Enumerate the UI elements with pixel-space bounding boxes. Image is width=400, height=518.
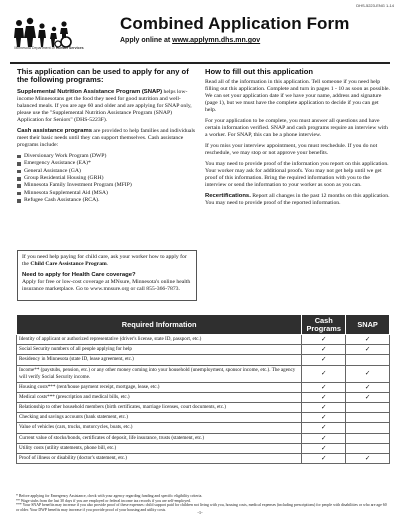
checkmark-icon: ✓ [321, 423, 327, 432]
requirement-cell: Value of vehicles (cars, trucks, motorcycles, boats, etc.) [17, 423, 302, 433]
apply-online-line: Apply online at www.applymn.dhs.mn.gov [120, 37, 261, 44]
checkmark-icon: ✓ [364, 369, 371, 378]
apply-online-link[interactable]: www.applymn.dhs.mn.gov [172, 37, 261, 44]
requirement-cell: Relationship to other household members (birth certificates, marriage licenses, court documents, etc.) [17, 402, 302, 412]
header-required-info: Required Information [17, 315, 302, 335]
instructions-para-1: Read all of the information in this application. Tell someone if you need help filling out this application. Complete and turn in pages 1 - 10 as soon as possible. We can set your application date if we have your name, address and signature (page 1), but we must have the complete application to decide if you can get help. [205, 79, 390, 114]
checkmark-icon: ✓ [364, 453, 371, 462]
checkmark-icon: ✓ [321, 413, 327, 422]
snap-check-cell [346, 453, 390, 463]
table-row [17, 402, 390, 412]
table-row [17, 382, 390, 392]
programs-heading: This application can be used to apply for any of the following programs: [17, 67, 189, 85]
table-row [17, 433, 390, 443]
snap-check-cell [346, 392, 390, 402]
instructions-para-2: For your application to be complete, you must answer all questions and have certain information verified. SNAP and cash programs require an interview with a worker. For SNAP, this can be a phone interview. [205, 118, 388, 139]
requirement-cell: Identity of applicant or authorized representative (driver's license, state ID, passport, etc.) [17, 335, 302, 345]
list-item: Diversionary Work Program (DWP) [17, 153, 197, 160]
checkmark-icon: ✓ [364, 345, 371, 354]
checkmark-icon: ✓ [321, 403, 327, 412]
cash-check-cell [302, 392, 346, 402]
checkmark-icon: ✓ [364, 335, 371, 344]
table-row [17, 453, 390, 463]
requirement-cell: Proof of illness or disability (doctor's statement, etc.) [17, 453, 302, 463]
recert-title: Recertifications. [205, 193, 251, 200]
form-number: DHS-5223-ENG 1-14 [356, 3, 394, 8]
required-info-table [16, 314, 390, 464]
cash-check-cell [302, 382, 346, 392]
snap-check-cell [346, 443, 390, 453]
header-snap: SNAP [346, 315, 390, 335]
cash-check-cell [302, 453, 346, 463]
requirement-cell: Income** (paystubs, pension, etc.) or any other money coming into your household (unemployment, sponsor income, etc.). The agency will verify Social Security income. [17, 365, 302, 382]
child-care-note: If you need help paying for child care, ask your worker how to apply for the Child Care Assistance Program. [22, 254, 187, 267]
requirement-cell: Checking and savings accounts (bank statement, etc.) [17, 413, 302, 423]
snap-check-cell [346, 433, 390, 443]
snap-check-cell [346, 365, 390, 382]
cash-check-cell [302, 365, 346, 382]
cash-check-cell [302, 423, 346, 433]
requirement-cell: Medical costs*** (prescription and medical bills, etc.) [17, 392, 302, 402]
header-divider [10, 62, 390, 64]
checkmark-icon: ✓ [321, 355, 327, 364]
requirement-cell: Housing costs*** (rent/house payment receipt, mortgage, lease, etc.) [17, 382, 302, 392]
table-row [17, 392, 390, 402]
table-row [17, 423, 390, 433]
table-row [17, 413, 390, 423]
checkmark-icon: ✓ [321, 443, 327, 452]
cash-title: Cash assistance programs [17, 127, 92, 134]
snap-check-cell [346, 423, 390, 433]
requirement-cell: Utility costs (utility statements, phone bill, etc.) [17, 443, 302, 453]
requirement-cell: Social Security numbers of all people applying for help [17, 345, 302, 355]
checkmark-icon: ✓ [364, 382, 371, 391]
right-column [205, 68, 391, 211]
cash-check-cell [302, 443, 346, 453]
checkmark-icon: ✓ [321, 335, 327, 344]
instructions-para-3: If you miss your interview appointment, you must reschedule. If you do not reschedule, we may stop or not approve your benefits. [205, 143, 378, 157]
table-row [17, 443, 390, 453]
checkmark-icon: ✓ [364, 392, 371, 401]
form-header [10, 10, 392, 58]
snap-check-cell [346, 382, 390, 392]
page-number: -1- [197, 510, 203, 515]
child-care-program-name: Child Care Assistance Program [30, 261, 107, 267]
list-item: Group Residential Housing (GRH) [17, 175, 197, 182]
footnote: * Before applying for Emergency Assistance, check with your agency regarding funding and specific eligibility criteria. [16, 494, 203, 498]
recert-body: Report all changes in the past 12 months on this application. You may need to provide proof of the reported information. [205, 193, 390, 207]
table-row [17, 355, 390, 365]
snap-check-cell [346, 402, 390, 412]
program-list [17, 153, 197, 205]
checkmark-icon: ✓ [321, 345, 327, 354]
cash-check-cell [302, 355, 346, 365]
snap-check-cell [346, 335, 390, 345]
instructions-heading: How to fill out this application [205, 67, 313, 76]
checkmark-icon: ✓ [321, 453, 327, 462]
cash-check-cell [302, 433, 346, 443]
checkmark-icon: ✓ [321, 392, 327, 401]
checkmark-icon: ✓ [321, 433, 327, 442]
snap-title: Supplemental Nutrition Assistance Program (SNAP) [17, 88, 163, 95]
cash-check-cell [302, 345, 346, 355]
cash-check-cell [302, 402, 346, 412]
requirement-cell: Current value of stocks/bonds, certificates of deposit, life insurance, trusts (statement, etc.) [17, 433, 302, 443]
required-info-rows [17, 335, 390, 464]
left-column [17, 68, 197, 208]
snap-check-cell [346, 345, 390, 355]
snap-check-cell [346, 413, 390, 423]
health-care-title: Need to apply for Health Care coverage? [22, 272, 136, 278]
instructions-para-4: You may need to provide proof of the information you report on this application. Your worker may ask for additional proofs. You may not get help until we get proof of this information. Bring the required information with you to the interview or send the information to your worker as soon as you can. [205, 161, 389, 189]
logo-caption: Minnesota Department of Human Services [14, 46, 84, 50]
list-item: Minnesota Supplemental Aid (MSA) [17, 190, 197, 197]
cash-body: are provided to help families and individuals meet their basic needs until they can support themselves. Cash assistance programs include: [17, 127, 196, 148]
footnote: ** Wage stubs from the last 30 days if you are employed or federal income tax records if you are self-employed. [16, 498, 191, 503]
footnote: *** Your SNAP benefits may increase if you also provide proof of these expenses: child support paid for children not living with you, housing costs, medical expenses (including prescriptions) for people with disabilities or who are age 60 or older. Your DWP benefits may increase if you provide proof of your housing and utility costs. [16, 503, 387, 512]
list-item: General Assistance (GA) [17, 168, 197, 175]
snap-check-cell [346, 355, 390, 365]
table-row [17, 335, 390, 345]
list-item: Minnesota Family Investment Program (MFIP) [17, 182, 197, 189]
health-care-body: Apply for free or low-cost coverage at MNsure, Minnesota's online health insurance marketplace. Go to www.mnsure.org or call 855-366-7873. [22, 279, 191, 292]
requirement-cell: Residency in Minnesota (state ID, lease agreement, etc.) [17, 355, 302, 365]
child-care-health-box [17, 250, 197, 301]
checkmark-icon: ✓ [321, 369, 327, 378]
checkmark-icon: ✓ [321, 382, 327, 391]
list-item: Refugee Cash Assistance (RCA). [17, 197, 197, 204]
table-header-row [17, 315, 390, 335]
header-cash-programs: Cash Programs [302, 315, 346, 335]
page-title: Combined Application Form [120, 14, 350, 33]
cash-check-cell [302, 413, 346, 423]
table-row [17, 365, 390, 382]
list-item: Emergency Assistance (EA)* [17, 160, 197, 167]
snap-body: helps low-income Minnesotans get the food they need for good nutrition and well-balanced meals. If you are age 60 and older and are applying for SNAP only, please use the "Supplemental Nutrition Assistance Program (SNAP) Application for Seniors" (DHS-5223F). [17, 88, 192, 123]
table-row [17, 345, 390, 355]
cash-check-cell [302, 335, 346, 345]
